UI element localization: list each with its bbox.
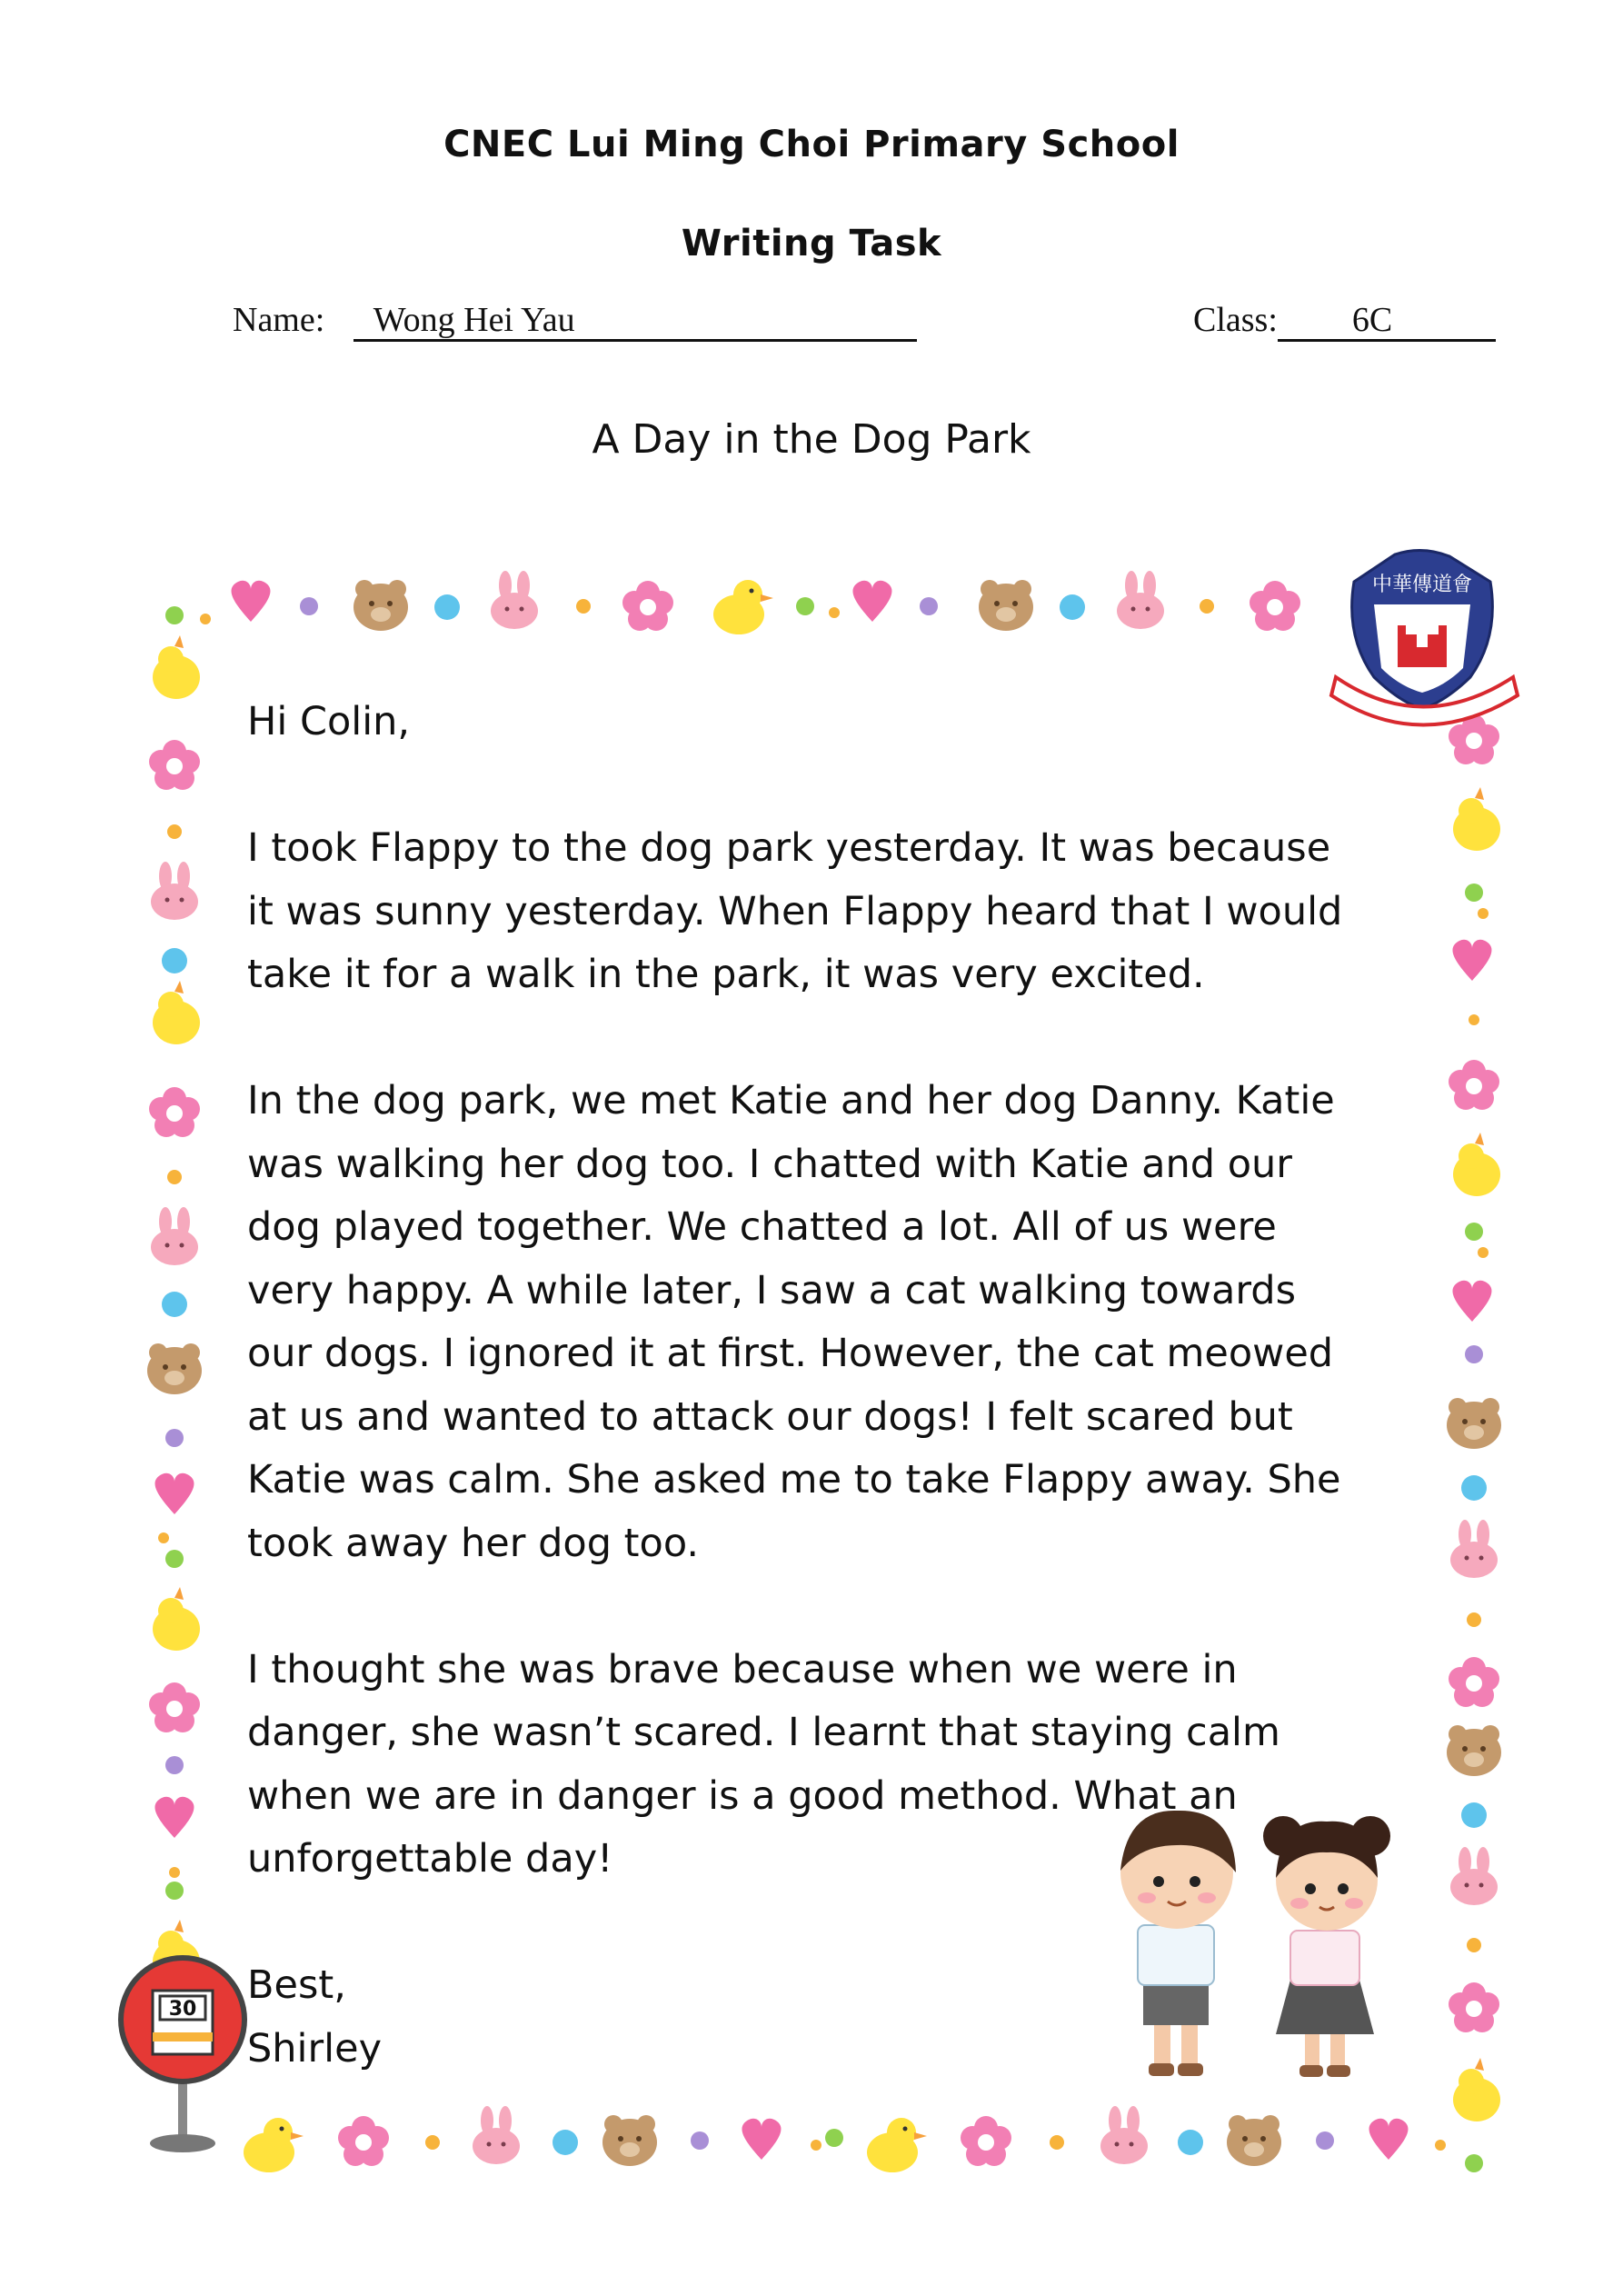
- letter-greeting: Hi Colin,: [247, 699, 411, 744]
- letter-body: [247, 691, 1429, 2081]
- class-label: Class:: [1193, 301, 1278, 339]
- task-title: Writing Task: [681, 223, 942, 265]
- name-value: Wong Hei Yau: [353, 303, 917, 342]
- letter-paragraph-2: In the dog park, we met Katie and her dog Danny. Katie was walking her dog too. I chatted with Katie and our dog played together. We chatted a lot. All of us were very happy. A while later, I saw a cat walking towards our dogs. I ignored it at first. However, the cat meowed at us and wanted to attack our dogs! I felt scared but Katie was calm. She asked me to take Flappy away. She took away her dog too.: [247, 1078, 1341, 1566]
- svg-text:中華傳道會: 中華傳道會: [1371, 574, 1473, 596]
- letter-closing: Best,: [247, 1962, 346, 2008]
- letter-signature: Shirley: [247, 2025, 383, 2071]
- class-value: 6C: [1278, 303, 1496, 342]
- name-label: Name:: [233, 301, 325, 339]
- story-title: A Day in the Dog Park: [592, 416, 1031, 463]
- bus-stop-sign-illustration: [121, 1958, 244, 2152]
- letter-paragraph-3: I thought she was brave because when we were in danger, she wasn’t scared. I learnt that staying calm when we are in danger is a good method. What an unforgettable day!: [247, 1646, 1280, 1882]
- school-name: CNEC Lui Ming Choi Primary School: [443, 124, 1180, 165]
- bus-route-number: 30: [168, 1998, 197, 2021]
- letter-paragraph-1: I took Flappy to the dog park yesterday. It was because it was sunny yesterday. When Flappy heard that I would take it for a walk in the park, it was very excited.: [247, 825, 1343, 997]
